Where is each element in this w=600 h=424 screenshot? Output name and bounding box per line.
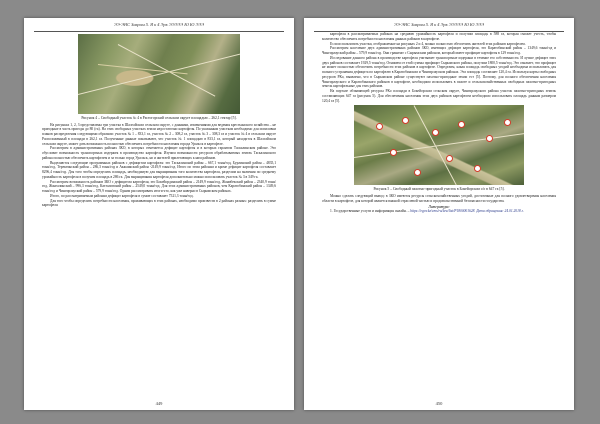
figure-4-caption: Рисунок 4 – Свободный участок № 4 в Растогорский сельском округе площадью – 262,1 гектар [5]. [81,116,237,120]
map-marker [376,123,383,130]
reference-link[interactable]: https://egov.kz/cms/ru/law/list/P1800001628. Дата обращения: 24.01.2018 г. [410,209,524,214]
page-number: 450 [435,401,443,406]
paragraph: На рисунках 1, 2, 3 представлены три участка в Шалгайском сельском округе, с данными, изменениями для ведения крестьянского хозяйства – не пригодные в часть пригодн до 80 (га). На этих свободных участках земли недостаточно картофеля. По указанным участкам необходимо для испиловки планов распределения следующими образами: участок № 1 – 833,1 га, участок № 2 – 308,2 га, участок № 3 – 308,3 га и участок № 4 в сельском округе Расположенный в площади в 262,1 га. Полученные данные показывают, что участок № 1 площадью в 833,1 га, который находится в Шалгайском сельском округе, может дать возможность полностью обеспечить потребности населения города Уральск в картофеле. [42,122,276,146]
paragraph: Итого, по рассматриваемым районам дефицит картофеля в сумме составляет 7521,3 тонн/год. [50,193,194,198]
paragraph: Если использовать участки, отображаемые на рисунках 2 и 4, можно полностью обеспечить жителей этих районов картофелем. [330,41,526,46]
running-header [24,22,294,32]
right-page [304,18,574,410]
reference-text: 1. Государственные услуги и информация онлайн. – [330,209,410,214]
header-text: ЭЭ-ЭНС Заврам 5. Я к 4 Эрк ЭЭЭЭЭ Ю Ю ЭЭЭ [113,22,205,27]
map-road [78,53,240,95]
paragraph: Можно сделать следующий вывод: в ЗКО имеются ресурсы сельскохозяйственных угодий, достаточные для полного удовлетворения населения области в картофеле, для которой является важной отраслевой частью и продовольственной безопасности государства. [322,193,556,203]
references-title: Литература: [428,205,450,210]
paragraph: Выделяются следующие программных районов с дефицитом картофеля: это Таскалинский район – 667,1 тонн/год, Бурлинский район – 4835,1 тонн/год, Теректинский район – 286,3 тонн/год и Акжаикский район -2149,9 тонн/год. Итого по этим районам и кроме дефицит картофеля составляет 8296,4 тонн/год. Для того чтобы определить площадь, необходимую для выращивания того количества картофеля, разделим на значения по среднему урожайность картофеля в получим площадь в 286 га. Для выращивания картофеля дополнительно можно использовать участок № 3 в 349 га. [42,160,276,179]
header-text: ЭЭ-ЭНС Заврам 5. Я к 4 Эрк ЭЭЭЭЭ Ю Ю ЭЭЭ [393,22,485,27]
right-content [322,32,556,214]
reference-item [322,209,556,214]
satellite-map-figure-4 [78,34,240,114]
header-rule [34,31,284,32]
map-marker [402,117,409,124]
map-marker [486,135,493,142]
left-content [42,34,276,208]
paragraph: Рассмотрим возможность районов ЗКО с дефицитом картофеля, это Бокейординский район – 2149,9 тонн/год, Жанибекский район – 2340,9 тонн/год, Жангалинский – 996,3 тонн/год, Казталовский район – 2549,0 тонн/год. Для этих административных районов, чем Каратобинский район – 1349,6 тонн/год и Чингирлауский район – 579,9 тонн/год. Одним рассматривать итоги что, как уже наверно в Сырымском районах. [42,179,276,194]
map-marker [504,119,511,126]
left-page [24,18,294,410]
paragraph: На портале обзывающей ресурсы РКо площади в Бокейорском сельском округе, Чингирлауского района участок пахотно-пригодных земель составляющих 647 га (рисунок 5). Для обеспечения населения этих двух районов картофелем необходимо использовать площадь данным размером 120,4 га [5]. [322,89,556,103]
satellite-map-figure-5 [354,105,524,185]
paragraph: Рассмотрим население двух административных районов ЗКО, имеющих дефицит картофеля, это Каратобинский район – 1349,6 тонн/год и Чингирлауский район – 579,9 тонн/год. Они граничат с Сырымским районом, который имеет профицит картофеля в 129 тонн/год. [322,46,556,55]
map-marker [390,149,397,156]
map-marker [414,169,421,176]
running-header [304,22,574,32]
map-marker [446,155,453,162]
map-marker [432,129,439,136]
map-marker [458,121,465,128]
paragraph: Исследование данного района в производстве картофеля учитывает транспортные издержки в течение его собственности. И лучше дефицит этих двух районов составляет 1929,5 тонн/год. Отнимем от этой суммы профицит Сырымского района, получим 1800,5 тонн/год. Это означает, что профицит не может полностью обеспечить потребности этих районов в картофеле. Определим, какая площадь свободных угодий необходима использовать для полного устранения дефицита по картофелю в Каратобинском и Чингирлауском районах. Эта площадь составляет 120,4 га. Используя карты свободных ресурсов РКо, выявлено, что в Сырымском районе существуют пахотно-пригодные земли ест [5]. Поэтому, для полного обеспечения населения Чингирлауского и Каратобинского районов в картофеле, необходимо использовать в пахоте и сельскохозяйственных свободных пахотно-пригодных земель картофельные для этих районов. [322,55,556,89]
paragraph: картофеля в рассматриваемых районах на среднюю урожайность картофеля и получим площадь в 588 га, которая сможет учесть, чтобы количество обеспечить потребности населения данных районов в картофеле. [322,32,556,41]
map-marker [474,165,481,172]
paragraph: Для того чтобы определить потребности населения, проживающих в этих районах, необходимо произвести в 2 районах разных: разделить в сумме картофеля [42,198,276,208]
figure-5-caption: Рисунок 5 – Свободный пахотно-пригодный участок в Бокейорском с/о в 647 га [5]. [373,187,505,192]
page-number: 449 [155,401,163,406]
paragraph: Рассмотрим в административных районах ЗКО, в которых отмечается дефицит картофеля и в которых гарантом Таскалинском районе. Это обусловит возможность транспортных издержек в производство картофеля. Изучим возможности ресурсов обрабатываемых земель Таскалинского района полностью обеспечить картофелем и за только город Уральск, но и жителей прилегающих к ним районов. [42,146,276,160]
